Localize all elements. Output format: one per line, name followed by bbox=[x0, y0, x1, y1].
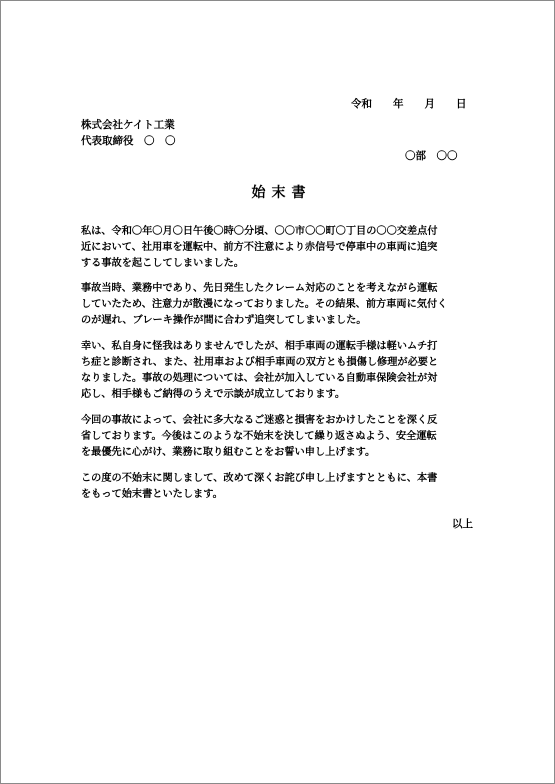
body-line: をもって始末書といたします。 bbox=[81, 489, 223, 500]
body-line: 幸い、私自身に怪我はありませんでしたが、相手車両の運転手様は軽いムチ打 bbox=[81, 341, 438, 352]
document-title: 始末書 bbox=[251, 185, 312, 201]
body-line: 応し、相手様もご納得のうえで示談が成立しております。 bbox=[81, 389, 346, 400]
recipient-company: 株式会社ケイト工業 bbox=[81, 119, 175, 131]
body-paragraph-damage bbox=[81, 339, 481, 403]
body-paragraph-reflection bbox=[81, 413, 481, 461]
closing-mark: 以上 bbox=[452, 518, 473, 530]
body-line: を最優先に心がけ、業務に取り組むことをお誓い申し上げます。 bbox=[81, 447, 376, 458]
body-line: なりました。事故の処理については、会社が加入している自動車保険会社が対 bbox=[81, 373, 438, 384]
body-line: 事故当時、業務中であり、先日発生したクレーム対応のことを考えながら運転 bbox=[81, 283, 438, 294]
body-line: ち症と診断され、また、社用車および相手車両の双方とも損傷し修理が必要と bbox=[81, 357, 439, 368]
date-line: 令和 年 月 日 bbox=[351, 98, 467, 110]
body-line: する事故を起こしてしまいました。 bbox=[81, 258, 244, 269]
body-line: 近において、社用車を運転中、前方不注意により赤信号で停車中の車両に追突 bbox=[81, 242, 438, 253]
body-line: 省しております。今後はこのような不始末を決して繰り返さぬよう、安全運転 bbox=[81, 431, 437, 442]
body-paragraph-cause bbox=[81, 281, 481, 329]
body-line: 私は、令和〇年〇月〇日午後〇時〇分頃、〇〇市〇〇町〇丁目の〇〇交差点付 bbox=[81, 226, 438, 237]
body-line: のが遅れ、ブレーキ操作が間に合わず追突してしまいました。 bbox=[81, 315, 367, 326]
body-paragraph-apology bbox=[81, 471, 481, 503]
sender-name: 〇部 〇〇 bbox=[405, 150, 458, 162]
body-line: 今回の事故によって、会社に多大なるご迷惑と損害をおかけしたことを深く反 bbox=[81, 415, 438, 426]
body-line: この度の不始末に関しまして、改めて深くお詫び申し上げますとともに、本書 bbox=[81, 473, 438, 484]
recipient-representative: 代表取締役 〇 〇 bbox=[81, 135, 176, 147]
body-line: していたため、注意力が散漫になっておりました。その結果、前方車両に気付く bbox=[81, 299, 448, 310]
body-paragraph-incident bbox=[81, 224, 481, 272]
